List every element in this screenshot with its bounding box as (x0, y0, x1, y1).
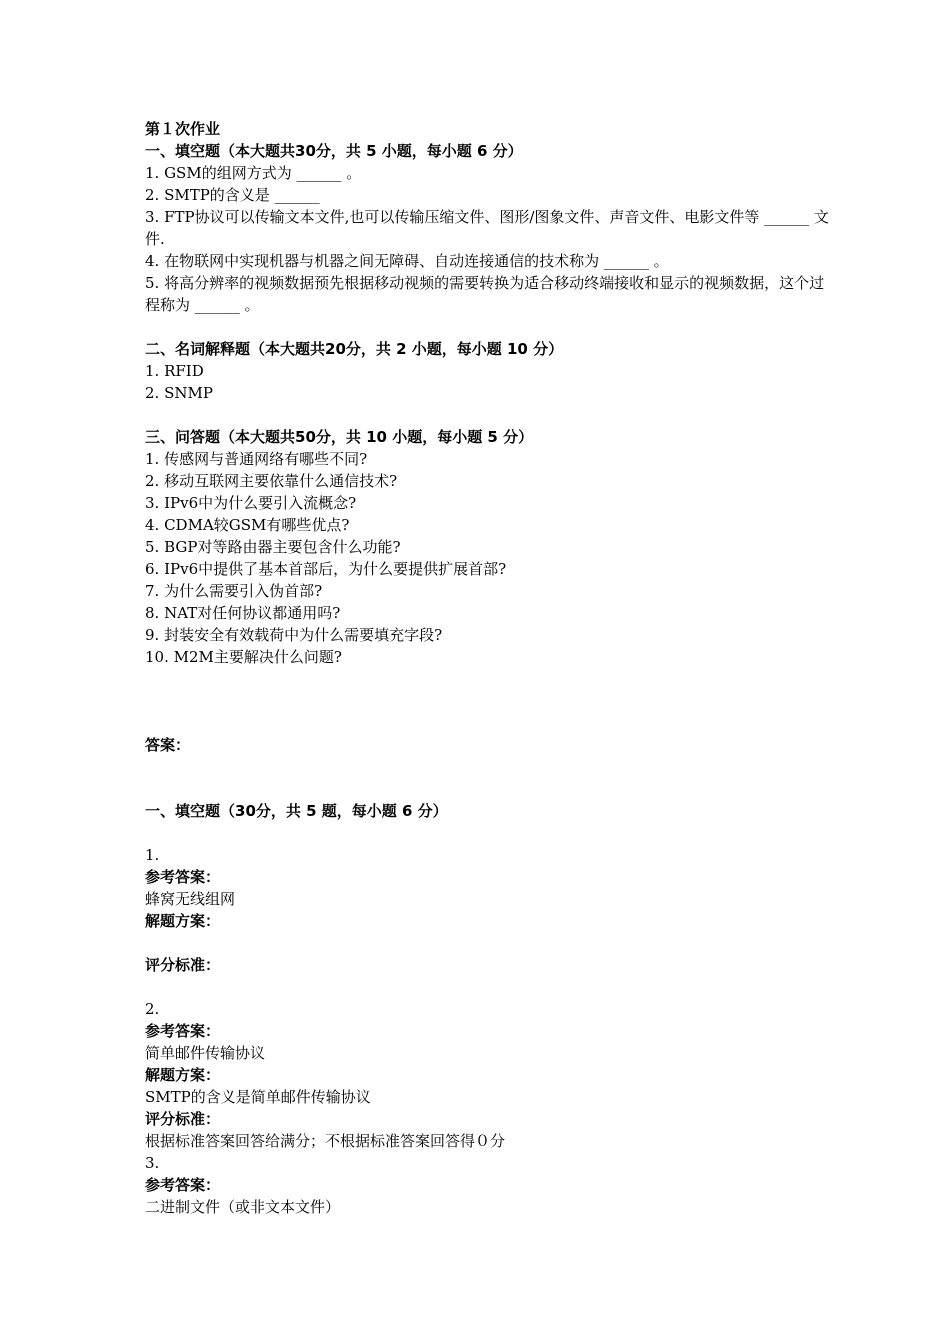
spacer (145, 668, 835, 734)
answer-2-reference: 简单邮件传输协议 (145, 1044, 266, 1062)
term-question-1: 1. RFID (145, 362, 204, 380)
answer-1-number: 1. (145, 846, 160, 864)
answers-heading: 答案： (145, 736, 191, 754)
document-page (145, 118, 835, 1218)
fill-question-5: 5. 将高分辨率的视频数据预先根据移动视频的需要转换为适合移动终端接收和显示的视频数据，这个过程称为 ______ 。 (145, 274, 825, 314)
answer-2-solution: SMTP的含义是简单邮件传输协议 (145, 1088, 371, 1106)
qa-question-1: 1. 传感网与普通网络有哪些不同? (145, 450, 368, 468)
answer-2-score-label: 评分标准： (145, 1110, 221, 1128)
fill-question-3: 3. FTP协议可以传输文本文件,也可以传输压缩文件、图形/图象文件、声音文件、电影文件等 ______ 文件. (145, 208, 829, 248)
spacer (145, 932, 835, 954)
spacer (145, 756, 835, 800)
answer-1-reference: 蜂窝无线组网 (145, 890, 236, 908)
answer-2-score: 根据标准答案回答给满分；不根据标准答案回答得０分 (145, 1132, 506, 1150)
answer-3-reference: 二进制文件（或非文本文件） (145, 1198, 341, 1216)
qa-question-4: 4. CDMA较GSM有哪些优点? (145, 516, 350, 534)
section-1-heading: 一、填空题（本大题共30分，共 5 小题，每小题 6 分） (145, 142, 523, 160)
answer-3-number: 3. (145, 1154, 160, 1172)
answer-2-solution-label: 解题方案： (145, 1066, 221, 1084)
fill-question-4: 4. 在物联网中实现机器与机器之间无障碍、自动连接通信的技术称为 ______ 。 (145, 252, 669, 270)
spacer (145, 316, 835, 338)
answer-2-number: 2. (145, 1000, 160, 1018)
qa-question-7: 7. 为什么需要引入伪首部? (145, 582, 323, 600)
answer-1-score-label: 评分标准： (145, 956, 221, 974)
spacer (145, 822, 835, 844)
spacer (145, 976, 835, 998)
qa-question-10: 10. M2M主要解决什么问题? (145, 648, 342, 666)
term-question-2: 2. SNMP (145, 384, 213, 402)
qa-question-9: 9. 封装安全有效载荷中为什么需要填充字段? (145, 626, 443, 644)
answers-section-1-heading: 一、填空题（30分，共 5 题，每小题 6 分） (145, 802, 448, 820)
qa-question-2: 2. 移动互联网主要依靠什么通信技术? (145, 472, 398, 490)
qa-question-6: 6. IPv6中提供了基本首部后，为什么要提供扩展首部? (145, 560, 507, 578)
section-3-heading: 三、问答题（本大题共50分，共 10 小题，每小题 5 分） (145, 428, 534, 446)
fill-question-1: 1. GSM的组网方式为 ______ 。 (145, 164, 362, 182)
qa-question-3: 3. IPv6中为什么要引入流概念? (145, 494, 357, 512)
answer-3-reference-label: 参考答案： (145, 1176, 221, 1194)
document-title: 第１次作业 (145, 120, 221, 138)
spacer (145, 404, 835, 426)
answer-2-reference-label: 参考答案： (145, 1022, 221, 1040)
fill-question-2: 2. SMTP的含义是 ______ (145, 186, 320, 204)
section-2-heading: 二、名词解释题（本大题共20分，共 2 小题，每小题 10 分） (145, 340, 564, 358)
qa-question-5: 5. BGP对等路由器主要包含什么功能? (145, 538, 401, 556)
answer-1-reference-label: 参考答案： (145, 868, 221, 886)
qa-question-8: 8. NAT对任何协议都通用吗? (145, 604, 341, 622)
answer-1-solution-label: 解题方案： (145, 912, 221, 930)
